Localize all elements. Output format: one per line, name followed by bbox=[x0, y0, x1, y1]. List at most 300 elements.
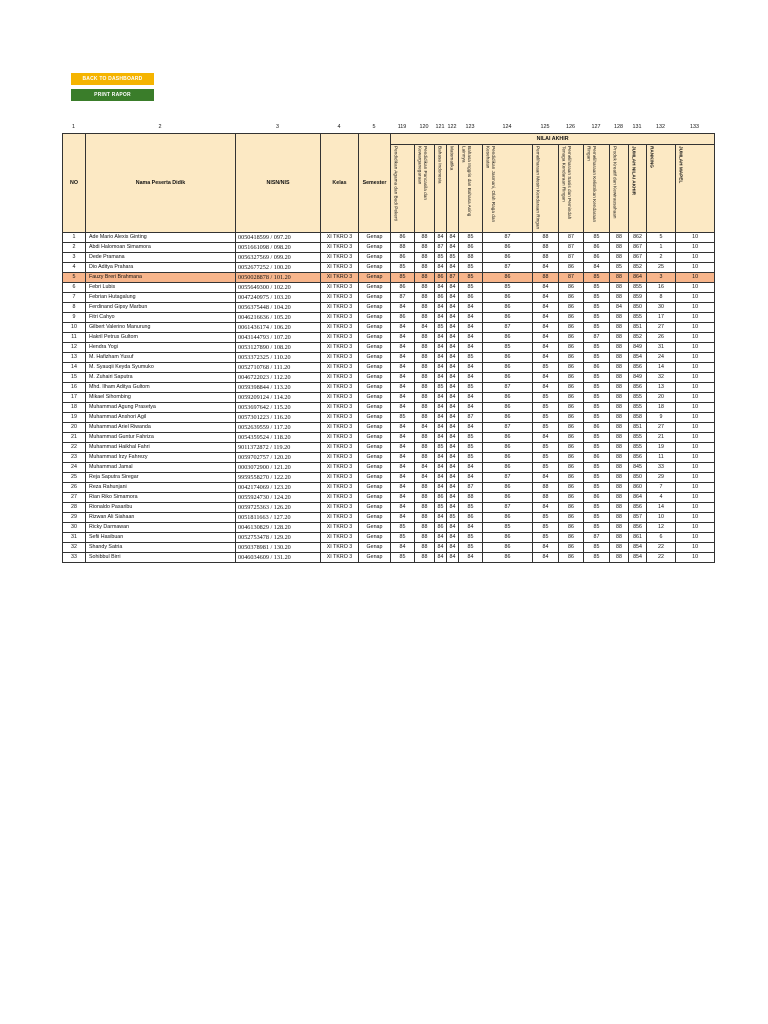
table-cell: 856 bbox=[629, 502, 647, 512]
table-cell: 85 bbox=[584, 442, 610, 452]
table-cell: 17 bbox=[647, 312, 676, 322]
table-cell: 85 bbox=[533, 422, 559, 432]
table-cell: Genap bbox=[359, 442, 391, 452]
table-cell: 85 bbox=[447, 512, 459, 522]
table-cell: 84 bbox=[391, 352, 415, 362]
table-cell: 84 bbox=[435, 432, 447, 442]
table-cell: 84 bbox=[533, 472, 559, 482]
table-cell: 85 bbox=[533, 522, 559, 532]
table-cell: 5 bbox=[647, 232, 676, 242]
table-cell: Genap bbox=[359, 492, 391, 502]
table-cell: 860 bbox=[629, 482, 647, 492]
table-cell: 86 bbox=[483, 442, 533, 452]
table-cell: 88 bbox=[610, 312, 629, 322]
table-cell: 87 bbox=[483, 422, 533, 432]
table-cell: 87 bbox=[391, 292, 415, 302]
column-number: 133 bbox=[690, 124, 699, 130]
table-cell: 10 bbox=[676, 532, 715, 542]
table-cell: 86 bbox=[483, 532, 533, 542]
table-row[interactable] bbox=[63, 302, 715, 312]
table-row[interactable] bbox=[63, 432, 715, 442]
table-cell: 88 bbox=[610, 322, 629, 332]
table-cell: XI TKRO 3 bbox=[321, 332, 359, 342]
table-cell: 84 bbox=[533, 342, 559, 352]
table-row[interactable] bbox=[63, 532, 715, 542]
table-row[interactable] bbox=[63, 382, 715, 392]
header-subject-9: Pemeliharaan Kelistrikan Kendaraan Ringan bbox=[584, 144, 610, 232]
table-cell: Shandy Satria bbox=[86, 542, 236, 552]
table-cell: Reza Rahunjani bbox=[86, 482, 236, 492]
table-row[interactable] bbox=[63, 232, 715, 242]
table-cell: 85 bbox=[584, 552, 610, 562]
table-cell: 864 bbox=[629, 492, 647, 502]
table-cell: Genap bbox=[359, 232, 391, 242]
table-cell: 84 bbox=[459, 302, 483, 312]
table-cell: 85 bbox=[584, 232, 610, 242]
table-cell: Genap bbox=[359, 322, 391, 332]
table-cell: 86 bbox=[584, 242, 610, 252]
table-cell: 2 bbox=[63, 242, 86, 252]
table-cell: 10 bbox=[676, 392, 715, 402]
table-cell: 86 bbox=[435, 522, 447, 532]
table-row[interactable] bbox=[63, 512, 715, 522]
back-to-dashboard-button[interactable]: BACK TO DASHBOARD bbox=[71, 73, 154, 85]
table-cell: XI TKRO 3 bbox=[321, 462, 359, 472]
table-cell: Genap bbox=[359, 472, 391, 482]
table-cell: 84 bbox=[391, 422, 415, 432]
table-row[interactable] bbox=[63, 552, 715, 562]
table-cell: 7 bbox=[63, 292, 86, 302]
table-cell: 1 bbox=[647, 242, 676, 252]
grade-table bbox=[62, 133, 715, 563]
table-cell: 867 bbox=[629, 252, 647, 262]
header-subject-5: Bahasa Inggris dan Bahasa Asing Lainnya bbox=[459, 144, 483, 232]
table-cell: 10 bbox=[676, 542, 715, 552]
table-cell: Mikael Sihombing bbox=[86, 392, 236, 402]
table-cell: 84 bbox=[391, 302, 415, 312]
table-cell: 88 bbox=[415, 242, 435, 252]
table-cell: 86 bbox=[559, 312, 584, 322]
table-cell: 84 bbox=[391, 372, 415, 382]
table-cell: 88 bbox=[610, 392, 629, 402]
table-row[interactable] bbox=[63, 342, 715, 352]
table-cell: 84 bbox=[435, 332, 447, 342]
table-cell: 86 bbox=[584, 452, 610, 462]
table-cell: 849 bbox=[629, 342, 647, 352]
table-cell: 27 bbox=[647, 322, 676, 332]
table-cell: 86 bbox=[483, 552, 533, 562]
table-row[interactable] bbox=[63, 522, 715, 532]
table-cell: Genap bbox=[359, 392, 391, 402]
table-row[interactable] bbox=[63, 292, 715, 302]
table-cell: 88 bbox=[415, 452, 435, 462]
table-cell: 84 bbox=[459, 552, 483, 562]
table-cell: 84 bbox=[447, 432, 459, 442]
table-cell: 88 bbox=[533, 242, 559, 252]
table-cell: 88 bbox=[610, 252, 629, 262]
table-cell: XI TKRO 3 bbox=[321, 402, 359, 412]
table-cell: 0046034609 / 131.20 bbox=[236, 552, 321, 562]
table-cell: 10 bbox=[676, 242, 715, 252]
table-cell: 84 bbox=[610, 302, 629, 312]
table-cell: 85 bbox=[584, 412, 610, 422]
print-rapor-button[interactable]: PRINT RAPOR bbox=[71, 89, 154, 101]
table-cell: 88 bbox=[415, 232, 435, 242]
table-cell: 88 bbox=[415, 382, 435, 392]
table-cell: Febri Lubis bbox=[86, 282, 236, 292]
table-row[interactable] bbox=[63, 472, 715, 482]
table-cell: 84 bbox=[533, 352, 559, 362]
table-cell: 86 bbox=[584, 492, 610, 502]
table-cell: 88 bbox=[415, 292, 435, 302]
table-cell: 33 bbox=[647, 462, 676, 472]
table-row[interactable] bbox=[63, 362, 715, 372]
table-cell: Rian Riko Simamora bbox=[86, 492, 236, 502]
table-cell: 84 bbox=[533, 312, 559, 322]
header-subject-8: Pemeliharaan Sasis dan Pemindah Tenaga Kendaraan Ringan bbox=[559, 144, 584, 232]
column-number: 3 bbox=[276, 124, 279, 130]
table-cell: 84 bbox=[447, 392, 459, 402]
table-row[interactable] bbox=[63, 452, 715, 462]
table-cell: Genap bbox=[359, 372, 391, 382]
table-cell: 85 bbox=[584, 372, 610, 382]
table-cell: 30 bbox=[647, 302, 676, 312]
table-cell: 88 bbox=[415, 482, 435, 492]
table-cell: 18 bbox=[63, 402, 86, 412]
table-cell: 84 bbox=[391, 432, 415, 442]
table-row[interactable] bbox=[63, 502, 715, 512]
table-cell: 86 bbox=[559, 362, 584, 372]
table-cell: 84 bbox=[435, 372, 447, 382]
table-cell: M. Syauqii Keyda Syumuko bbox=[86, 362, 236, 372]
table-cell: 84 bbox=[459, 402, 483, 412]
table-cell: 88 bbox=[415, 272, 435, 282]
table-row[interactable] bbox=[63, 272, 715, 282]
table-row[interactable] bbox=[63, 392, 715, 402]
table-cell: 88 bbox=[415, 262, 435, 272]
table-cell: 861 bbox=[629, 532, 647, 542]
table-cell: 88 bbox=[415, 492, 435, 502]
table-cell: 85 bbox=[459, 232, 483, 242]
table-cell: 0052753478 / 129.20 bbox=[236, 532, 321, 542]
table-cell: XI TKRO 3 bbox=[321, 252, 359, 262]
table-cell: 86 bbox=[483, 412, 533, 422]
table-row[interactable] bbox=[63, 372, 715, 382]
table-cell: 86 bbox=[559, 342, 584, 352]
table-cell: 0055649300 / 102.20 bbox=[236, 282, 321, 292]
column-number: 122 bbox=[447, 124, 457, 130]
table-cell: 84 bbox=[435, 312, 447, 322]
table-cell: 0046216636 / 105.20 bbox=[236, 312, 321, 322]
table-cell: 88 bbox=[610, 362, 629, 372]
table-cell: 84 bbox=[435, 482, 447, 492]
table-cell: 18 bbox=[647, 402, 676, 412]
table-cell: 20 bbox=[647, 392, 676, 402]
table-cell: 84 bbox=[459, 312, 483, 322]
table-cell: 84 bbox=[447, 482, 459, 492]
table-cell: 86 bbox=[483, 242, 533, 252]
table-cell: 88 bbox=[610, 402, 629, 412]
table-cell: 85 bbox=[391, 262, 415, 272]
table-cell: 0055924730 / 124.20 bbox=[236, 492, 321, 502]
table-cell: 88 bbox=[610, 482, 629, 492]
table-cell: 88 bbox=[533, 272, 559, 282]
table-cell: 0003072900 / 121.20 bbox=[236, 462, 321, 472]
table-cell: 87 bbox=[559, 272, 584, 282]
table-cell: 29 bbox=[647, 472, 676, 482]
table-cell: 85 bbox=[435, 382, 447, 392]
table-cell: 86 bbox=[483, 332, 533, 342]
table-cell: 13 bbox=[63, 352, 86, 362]
table-cell: 86 bbox=[483, 542, 533, 552]
table-cell: 0050378981 / 130.20 bbox=[236, 542, 321, 552]
table-cell: 856 bbox=[629, 452, 647, 462]
table-cell: XI TKRO 3 bbox=[321, 302, 359, 312]
table-row[interactable] bbox=[63, 462, 715, 472]
table-row[interactable] bbox=[63, 442, 715, 452]
table-cell: 85 bbox=[459, 442, 483, 452]
table-cell: 87 bbox=[483, 382, 533, 392]
table-cell: 87 bbox=[483, 502, 533, 512]
table-cell: 10 bbox=[676, 492, 715, 502]
table-cell: 84 bbox=[447, 472, 459, 482]
table-cell: 10 bbox=[676, 252, 715, 262]
table-cell: Genap bbox=[359, 282, 391, 292]
table-cell: 84 bbox=[447, 382, 459, 392]
table-cell: 84 bbox=[435, 342, 447, 352]
table-cell: 87 bbox=[584, 332, 610, 342]
table-row[interactable] bbox=[63, 492, 715, 502]
table-cell: 86 bbox=[559, 472, 584, 482]
header-subject-3: Bahasa Indonesia bbox=[435, 144, 447, 232]
table-cell: 85 bbox=[533, 412, 559, 422]
table-cell: Genap bbox=[359, 252, 391, 262]
table-cell: 88 bbox=[610, 522, 629, 532]
column-number: 121 bbox=[435, 124, 445, 130]
table-cell: 84 bbox=[391, 512, 415, 522]
table-cell: 0046130829 / 128.20 bbox=[236, 522, 321, 532]
table-cell: 855 bbox=[629, 312, 647, 322]
table-cell: 88 bbox=[610, 472, 629, 482]
table-cell: 86 bbox=[559, 462, 584, 472]
table-cell: Reja Saputra Siregar bbox=[86, 472, 236, 482]
table-cell: 85 bbox=[584, 382, 610, 392]
table-cell: 88 bbox=[610, 432, 629, 442]
table-cell: XI TKRO 3 bbox=[321, 442, 359, 452]
table-row[interactable] bbox=[63, 412, 715, 422]
table-cell: Genap bbox=[359, 522, 391, 532]
header-subject-10: Produk Kreatif dan Kewirausahaan bbox=[610, 144, 629, 232]
table-cell: 85 bbox=[435, 442, 447, 452]
table-cell: 12 bbox=[63, 342, 86, 352]
table-cell: 84 bbox=[391, 492, 415, 502]
table-row[interactable] bbox=[63, 262, 715, 272]
table-cell: Genap bbox=[359, 482, 391, 492]
table-cell: 84 bbox=[415, 322, 435, 332]
table-cell: 85 bbox=[584, 502, 610, 512]
table-cell: 86 bbox=[459, 242, 483, 252]
table-cell: 84 bbox=[459, 392, 483, 402]
table-cell: 855 bbox=[629, 432, 647, 442]
table-cell: 86 bbox=[559, 522, 584, 532]
table-cell: 86 bbox=[435, 272, 447, 282]
table-cell: 85 bbox=[584, 292, 610, 302]
table-cell: 85 bbox=[391, 532, 415, 542]
table-row[interactable] bbox=[63, 482, 715, 492]
table-cell: 84 bbox=[391, 362, 415, 372]
table-row[interactable] bbox=[63, 242, 715, 252]
table-row[interactable] bbox=[63, 402, 715, 412]
table-cell: 32 bbox=[63, 542, 86, 552]
table-cell: 26 bbox=[63, 482, 86, 492]
table-cell: 854 bbox=[629, 552, 647, 562]
table-cell: 87 bbox=[483, 472, 533, 482]
table-cell: 84 bbox=[435, 392, 447, 402]
table-cell: Genap bbox=[359, 272, 391, 282]
table-cell: Genap bbox=[359, 542, 391, 552]
table-cell: 84 bbox=[447, 262, 459, 272]
table-row[interactable] bbox=[63, 422, 715, 432]
table-cell: 88 bbox=[415, 402, 435, 412]
table-cell: XI TKRO 3 bbox=[321, 372, 359, 382]
table-cell: 6 bbox=[63, 282, 86, 292]
table-cell: Genap bbox=[359, 452, 391, 462]
column-number: 5 bbox=[372, 124, 376, 130]
table-cell: 84 bbox=[435, 552, 447, 562]
column-number: 124 bbox=[502, 124, 512, 130]
table-cell: 845 bbox=[629, 462, 647, 472]
table-cell: Muhammad Jamal bbox=[86, 462, 236, 472]
table-cell: 4 bbox=[647, 492, 676, 502]
table-cell: M. Hafizham Yusuf bbox=[86, 352, 236, 362]
table-cell: 0052639559 / 117.20 bbox=[236, 422, 321, 432]
table-cell: 30 bbox=[63, 522, 86, 532]
table-cell: 88 bbox=[415, 352, 435, 362]
table-cell: 11 bbox=[63, 332, 86, 342]
table-cell: 0050418599 / 097.20 bbox=[236, 232, 321, 242]
table-cell: 85 bbox=[459, 502, 483, 512]
table-cell: 87 bbox=[559, 242, 584, 252]
table-cell: 26 bbox=[647, 332, 676, 342]
column-number: 126 bbox=[566, 124, 575, 130]
table-cell: Febrian Hutagalung bbox=[86, 292, 236, 302]
table-cell: 85 bbox=[435, 502, 447, 512]
table-row[interactable] bbox=[63, 332, 715, 342]
table-cell: 84 bbox=[415, 462, 435, 472]
table-cell: 86 bbox=[559, 352, 584, 362]
table-row[interactable] bbox=[63, 352, 715, 362]
table-cell: 86 bbox=[559, 262, 584, 272]
table-cell: 0043144793 / 107.20 bbox=[236, 332, 321, 342]
table-cell: 9 bbox=[63, 312, 86, 322]
table-cell: 84 bbox=[584, 262, 610, 272]
table-cell: 84 bbox=[533, 552, 559, 562]
table-row[interactable] bbox=[63, 312, 715, 322]
table-row[interactable] bbox=[63, 252, 715, 262]
table-cell: 10 bbox=[676, 422, 715, 432]
header-subject-1: Pendidikan Agama dan Budi Pekerti bbox=[391, 144, 415, 232]
table-cell: 850 bbox=[629, 302, 647, 312]
table-cell: 88 bbox=[610, 382, 629, 392]
table-cell: 86 bbox=[559, 372, 584, 382]
table-cell: 858 bbox=[629, 412, 647, 422]
table-cell: Genap bbox=[359, 332, 391, 342]
table-cell: 5 bbox=[63, 272, 86, 282]
table-cell: 84 bbox=[459, 372, 483, 382]
table-cell: 84 bbox=[435, 352, 447, 362]
table-row[interactable] bbox=[63, 322, 715, 332]
table-cell: 86 bbox=[559, 302, 584, 312]
table-cell: 10 bbox=[647, 512, 676, 522]
table-cell: Rionaldo Pasaribu bbox=[86, 502, 236, 512]
table-cell: Genap bbox=[359, 532, 391, 542]
table-cell: 856 bbox=[629, 382, 647, 392]
table-cell: 84 bbox=[447, 232, 459, 242]
table-cell: 86 bbox=[483, 312, 533, 322]
table-cell: 9011372872 / 119.20 bbox=[236, 442, 321, 452]
table-cell: 86 bbox=[391, 312, 415, 322]
table-cell: 88 bbox=[610, 452, 629, 462]
table-cell: 84 bbox=[447, 412, 459, 422]
table-cell: 24 bbox=[63, 462, 86, 472]
table-cell: 86 bbox=[483, 462, 533, 472]
table-cell: 88 bbox=[610, 492, 629, 502]
column-number: 123 bbox=[465, 124, 475, 130]
table-cell: 86 bbox=[559, 322, 584, 332]
table-cell: 84 bbox=[447, 532, 459, 542]
table-cell: 84 bbox=[533, 332, 559, 342]
table-cell: Sohibbul Birri bbox=[86, 552, 236, 562]
table-cell: 856 bbox=[629, 522, 647, 532]
table-cell: 10 bbox=[676, 452, 715, 462]
table-cell: 10 bbox=[676, 412, 715, 422]
table-cell: 10 bbox=[676, 362, 715, 372]
table-cell: 86 bbox=[483, 372, 533, 382]
table-cell: Genap bbox=[359, 262, 391, 272]
table-cell: XI TKRO 3 bbox=[321, 362, 359, 372]
table-cell: 86 bbox=[435, 292, 447, 302]
table-cell: Genap bbox=[359, 412, 391, 422]
table-cell: 25 bbox=[63, 472, 86, 482]
table-row[interactable] bbox=[63, 542, 715, 552]
table-cell: 0059702757 / 120.20 bbox=[236, 452, 321, 462]
table-row[interactable] bbox=[63, 282, 715, 292]
table-cell: 84 bbox=[391, 442, 415, 452]
table-cell: 84 bbox=[533, 322, 559, 332]
table-cell: 84 bbox=[391, 392, 415, 402]
table-cell: 86 bbox=[559, 502, 584, 512]
table-cell: 17 bbox=[63, 392, 86, 402]
table-cell: 85 bbox=[584, 512, 610, 522]
table-cell: 84 bbox=[435, 532, 447, 542]
table-cell: Genap bbox=[359, 242, 391, 252]
table-cell: 84 bbox=[391, 502, 415, 512]
header-semester: Semester bbox=[359, 134, 391, 233]
table-cell: 86 bbox=[391, 252, 415, 262]
table-cell: 0053127890 / 108.20 bbox=[236, 342, 321, 352]
table-cell: 88 bbox=[610, 342, 629, 352]
table-cell: XI TKRO 3 bbox=[321, 282, 359, 292]
table-cell: 85 bbox=[459, 272, 483, 282]
table-cell: 85 bbox=[459, 282, 483, 292]
table-cell: 10 bbox=[676, 332, 715, 342]
table-cell: 24 bbox=[647, 352, 676, 362]
table-cell: Muhammad Haikhal Fahri bbox=[86, 442, 236, 452]
table-cell: Genap bbox=[359, 422, 391, 432]
table-cell: 85 bbox=[391, 552, 415, 562]
table-cell: 25 bbox=[647, 262, 676, 272]
table-cell: XI TKRO 3 bbox=[321, 512, 359, 522]
